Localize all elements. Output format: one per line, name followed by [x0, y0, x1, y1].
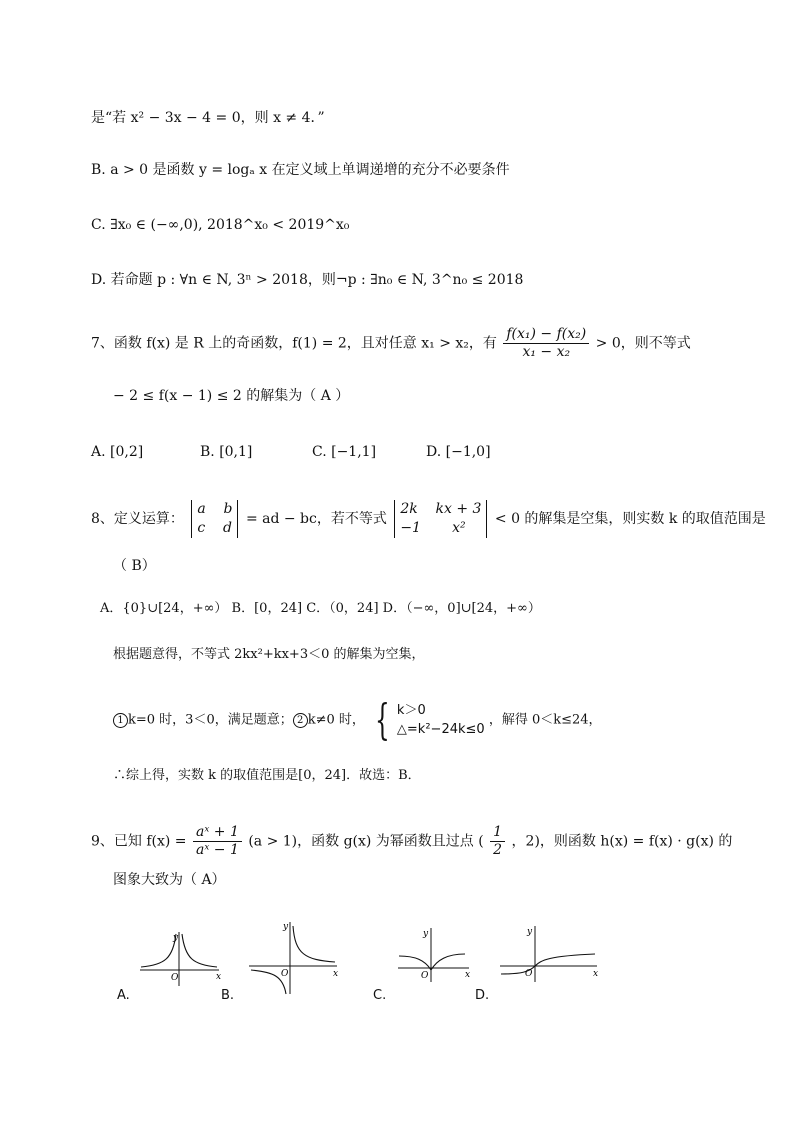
circle-one: 1 [113, 713, 128, 728]
q8-solution-line1: 根据题意得，不等式 2kx²+kx+3＜0 的解集为空集， [113, 647, 425, 662]
graph-b-origin: O [281, 969, 289, 979]
q8-pre: 8、定义运算： [91, 511, 184, 527]
graph-c-x-label: x [465, 970, 471, 980]
q8-case2: k≠0 时， [307, 712, 365, 728]
q8-solution-line3: ∴综上得，实数 k 的取值范围是[0，24]．故选：B． [113, 768, 421, 783]
q8-post: < 0 的解集是空集，则实数 k 的取值范围是 [494, 511, 766, 527]
graph-a-label: A. [117, 988, 130, 1003]
graph-c [395, 924, 475, 986]
graph-a [135, 928, 225, 990]
q8-answer: （ B） [113, 558, 156, 574]
graph-b-label: B. [221, 988, 235, 1003]
q9-line1 [91, 824, 732, 859]
graph-a-left-branch [141, 934, 176, 967]
graph-b [245, 918, 345, 998]
graph-c-origin: O [421, 971, 429, 981]
q9-pre: 9、已知 f(x) = [91, 833, 187, 850]
q9-line2: 图象大致为（ A） [113, 872, 226, 888]
graph-a-y-label: y [173, 933, 179, 943]
line-statement-a-end: 是“若 x² − 3x − 4 = 0，则 x ≠ 4．” [91, 110, 325, 126]
q7-line2: − 2 ≤ f(x − 1) ≤ 2 的解集为（ A ） [113, 388, 350, 404]
circle-two: 2 [293, 713, 308, 728]
q9-frac-den: aˣ − 1 [196, 842, 239, 858]
graph-b-x-label: x [333, 969, 339, 979]
q8-system [397, 701, 485, 739]
graph-b-right-branch [293, 926, 335, 962]
q9-frac-num: aˣ + 1 [193, 824, 242, 842]
q8-line1 [91, 500, 766, 538]
q7-frac-den: x₁ − x₂ [522, 344, 571, 360]
graph-b-y-label: y [283, 922, 289, 932]
q8-det2-row1: 2k kx + 3 [400, 501, 482, 517]
q7-option-c: C. [−1,1] [312, 444, 377, 460]
graph-d-label: D. [475, 988, 490, 1003]
q8-determinant-ineq [394, 500, 487, 538]
graph-c-label: C. [373, 988, 387, 1003]
q7-option-b: B. [0,1] [200, 444, 253, 460]
q7-line1 [91, 326, 691, 361]
q8-case2-result: ，解得 0＜k≤24， [488, 712, 602, 728]
q8-det2-row2: −1 x² [400, 520, 466, 536]
q9-half-num: 1 [490, 824, 505, 842]
q8-det1-row1: a b [197, 501, 233, 517]
q9-half-den: 2 [493, 842, 503, 858]
graph-d-x-label: x [593, 969, 599, 979]
q9-half [490, 824, 505, 859]
q8-determinant-def [191, 500, 238, 538]
option-d-statement: D. 若命题 p : ∀n ∈ N, 3ⁿ > 2018，则¬p : ∃n₀ ∈ N, 3^n₀ ≤ 2018 [91, 272, 524, 288]
q9-mid: (a > 1)，函数 g(x) 为幂函数且过点 ( [248, 833, 484, 850]
option-c-statement: C. ∃x₀ ∈ (−∞,0), 2018^x₀ < 2019^x₀ [91, 217, 350, 233]
q7-option-d: D. [−1,0] [426, 444, 491, 460]
q8-sys-row2: △=k²−24k≤0 [396, 722, 485, 737]
graph-d-curve [501, 954, 595, 974]
graph-a-x-label: x [216, 972, 222, 982]
q7-option-a: A. [0,2] [91, 444, 144, 460]
q7-pre: 7、函数 f(x) 是 R 上的奇函数，f(1) = 2，且对任意 x₁ > x₂，有 [91, 335, 497, 352]
graph-a-right-branch [182, 934, 217, 967]
graph-d-y-label: y [527, 927, 533, 937]
q8-det1-row2: c d [197, 520, 232, 536]
q7-fraction [503, 326, 589, 361]
q8-mid: = ad − bc，若不等式 [245, 511, 387, 527]
graph-c-y-label: y [423, 929, 429, 939]
q9-fraction [193, 824, 242, 859]
q8-solution-line2 [113, 695, 602, 744]
q8-case1: k=0 时，3＜0，满足题意； [128, 712, 293, 728]
left-brace-icon: { [375, 695, 390, 744]
graph-d [497, 922, 603, 986]
q8-sys-row1: k＞0 [396, 703, 426, 718]
q8-options: A．{0}∪[24，+∞） B．[0，24] C．（0，24] D．（−∞，0]∪[24，+∞） [100, 601, 541, 616]
q9-post: ，2)，则函数 h(x) = f(x) · g(x) 的 [511, 833, 733, 850]
graph-a-origin: O [171, 973, 179, 983]
q7-frac-num: f(x₁) − f(x₂) [503, 326, 589, 344]
option-b-statement: B. a > 0 是函数 y = logₐ x 在定义域上单调递增的充分不必要条件 [91, 162, 510, 178]
q7-post: > 0，则不等式 [595, 335, 691, 352]
graph-d-origin: O [525, 969, 533, 979]
